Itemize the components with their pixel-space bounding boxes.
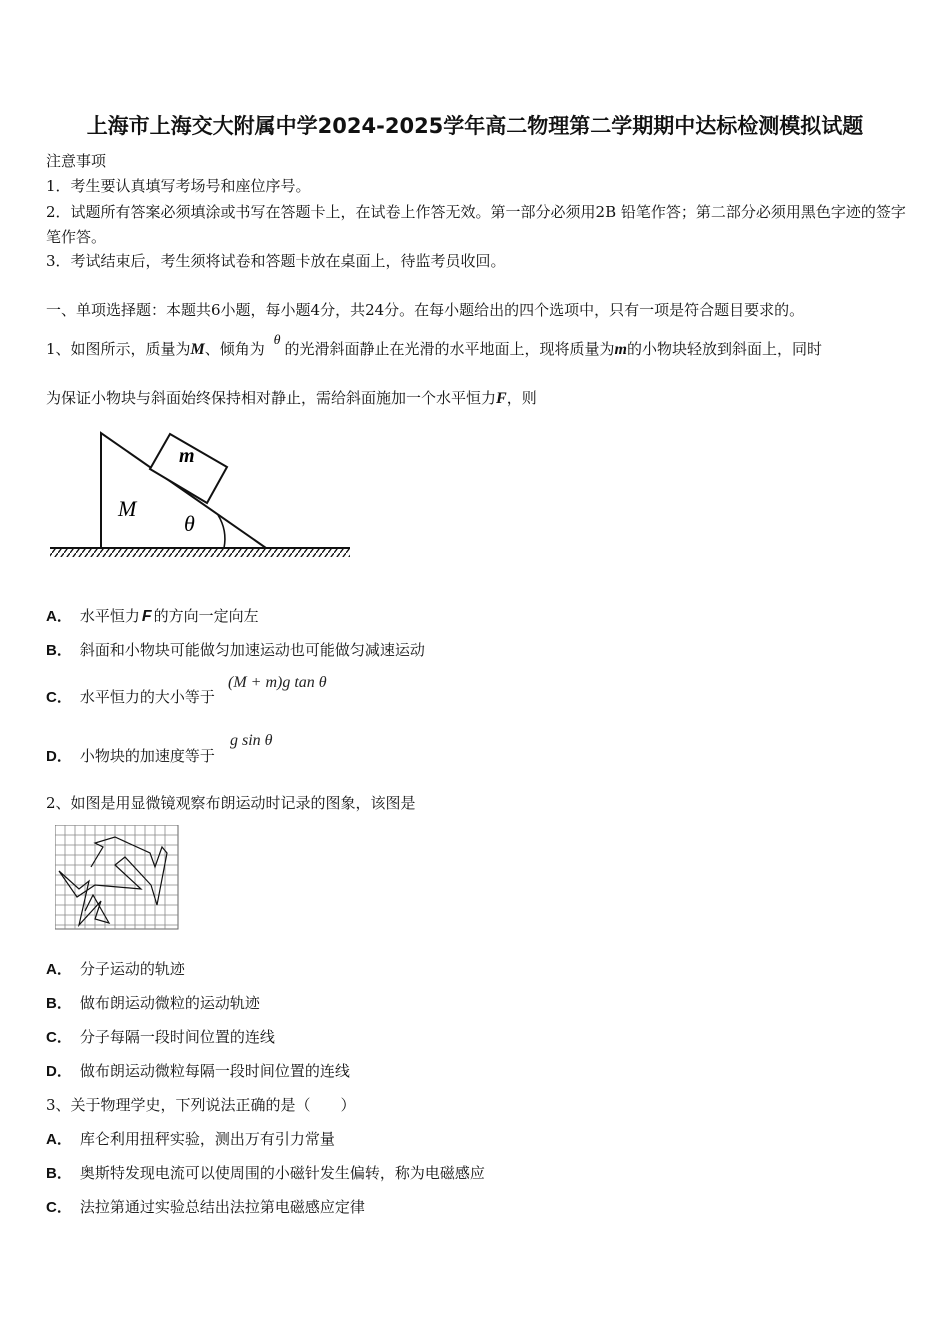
formula-c: (M + m)g tan θ	[228, 674, 327, 691]
q3-option-c[interactable]: C． 法拉第通过实验总结出法拉第电磁感应定律	[46, 1198, 365, 1216]
notice-item-1: 1．考生要认真填写考场号和座位序号。	[46, 177, 311, 195]
q1-option-b[interactable]: B． 斜面和小物块可能做匀加速运动也可能做匀减速运动	[46, 641, 425, 659]
q1-incline-figure	[46, 425, 356, 565]
q2-option-a[interactable]: A． 分子运动的轨迹	[46, 960, 185, 978]
wedge-label: M	[118, 496, 137, 521]
section-heading: 一、单项选择题：本题共6小题，每小题4分，共24分。在每小题给出的四个选项中，只有一项是符合题目要求的。	[46, 301, 805, 319]
page-title: 上海市上海交大附属中学2024-2025学年高二物理第二学期期中达标检测模拟试题	[86, 114, 864, 138]
block-label: m	[179, 445, 195, 467]
q1-stem-line-1: 1、如图所示，质量为M、倾角为 θ 的光滑斜面静止在光滑的水平地面上，现将质量为m的小物块轻放到斜面上，同时	[46, 333, 822, 358]
q3-option-a[interactable]: A． 库仑利用扭秤实验，测出万有引力常量	[46, 1130, 335, 1148]
q1-option-d[interactable]: D． 小物块的加速度等于	[46, 747, 215, 765]
q3-option-b[interactable]: B． 奥斯特发现电流可以使周围的小磁针发生偏转，称为电磁感应	[46, 1164, 485, 1182]
brownian-motion-figure	[55, 825, 180, 933]
q1-option-a[interactable]: A． 水平恒力 F 的方向一定向左	[46, 607, 259, 625]
formula-d: g sin θ	[230, 732, 273, 749]
theta-symbol: θ	[273, 333, 281, 348]
notice-heading: 注意事项	[46, 152, 107, 170]
notice-item-3: 3．考试结束后，考生须将试卷和答题卡放在桌面上，待监考员收回。	[46, 252, 506, 270]
q2-option-b[interactable]: B． 做布朗运动微粒的运动轨迹	[46, 994, 260, 1012]
q2-option-c[interactable]: C． 分子每隔一段时间位置的连线	[46, 1028, 275, 1046]
ground-hatch	[50, 548, 350, 557]
grid-frame	[55, 825, 178, 929]
q1-stem-line-2: 为保证小物块与斜面始终保持相对静止，需给斜面施加一个水平恒力F，则	[46, 389, 537, 407]
q3-stem: 3、关于物理学史，下列说法正确的是（ ）	[46, 1096, 356, 1114]
q2-stem: 2、如图是用显微镜观察布朗运动时记录的图象，该图是	[46, 794, 416, 812]
q2-option-d[interactable]: D． 做布朗运动微粒每隔一段时间位置的连线	[46, 1062, 350, 1080]
angle-label: θ	[184, 511, 195, 536]
angle-arc	[218, 515, 225, 548]
q1-option-c[interactable]: C． 水平恒力的大小等于	[46, 688, 215, 706]
notice-item-2: 2．试题所有答案必须填涂或书写在答题卡上，在试卷上作答无效。第一部分必须用2B 铅笔作答；第二部分必须用黑色字迹的签字笔作答。	[46, 203, 906, 246]
